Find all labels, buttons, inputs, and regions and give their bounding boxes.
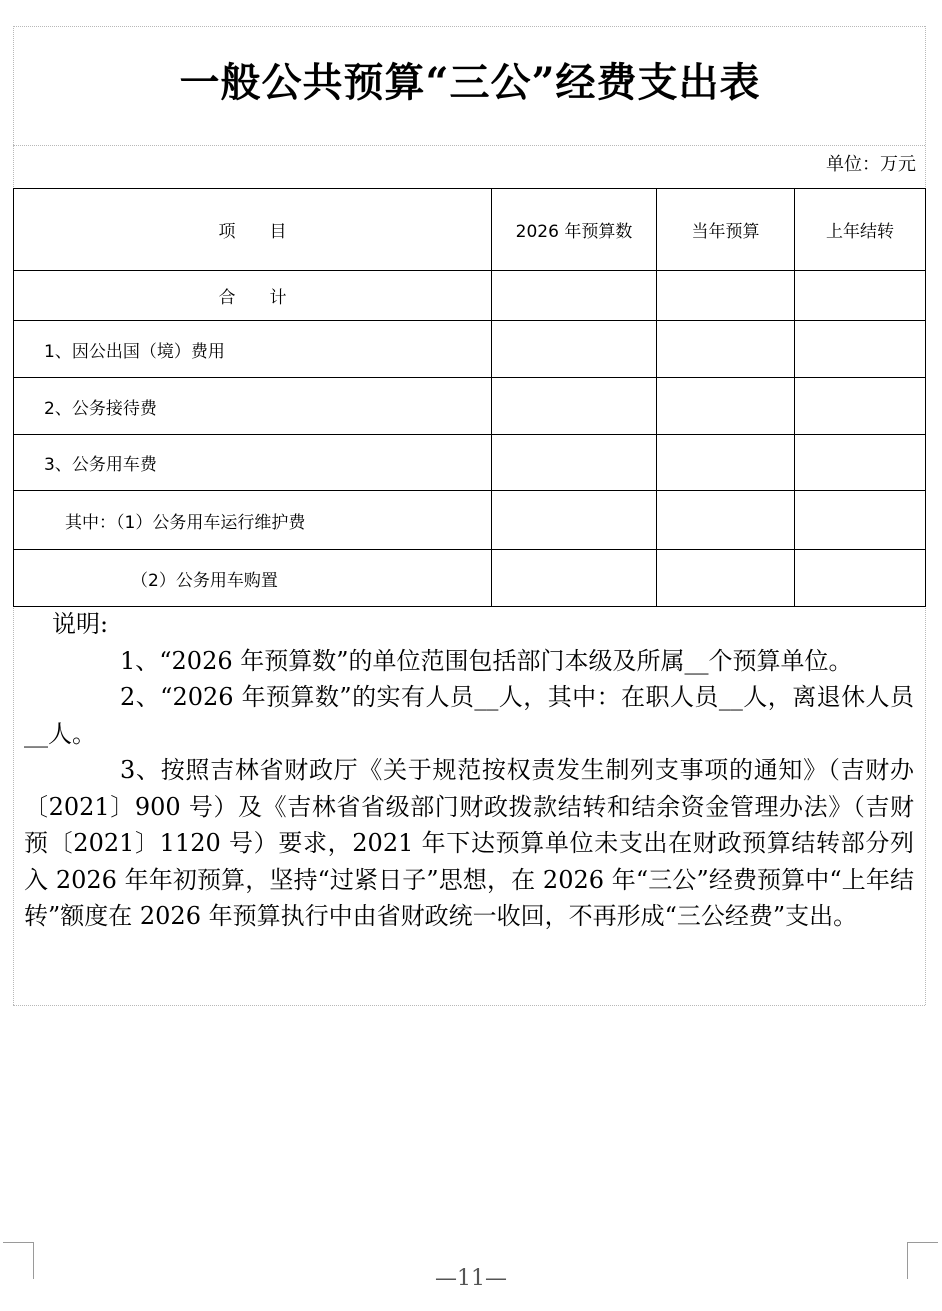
note-item: 1、“2026 年预算数”的单位范围包括部门本级及所属__个预算单位。 (120, 646, 853, 675)
header-item: 项 目 (14, 189, 492, 271)
page-title: 一般公共预算“三公”经费支出表 (179, 59, 761, 106)
table-row (14, 491, 926, 550)
cell-current-year (657, 491, 795, 550)
cell-carryover (795, 491, 926, 550)
cell-budget-2026 (492, 271, 657, 321)
title-divider (13, 145, 925, 146)
cell-budget-2026 (492, 378, 657, 435)
table-row (14, 271, 926, 321)
table-row (14, 378, 926, 435)
cell-carryover (795, 378, 926, 435)
cell-carryover (795, 321, 926, 378)
note-item: 2、“2026 年预算数”的实有人员__人，其中：在职人员__人，离退休人员__人。 (24, 683, 914, 748)
cell-budget-2026 (492, 550, 657, 607)
cell-carryover (795, 271, 926, 321)
table-row (14, 550, 926, 607)
header-current-year: 当年预算 (657, 189, 795, 271)
table-row (14, 321, 926, 378)
frame-bottom-edge (13, 1005, 925, 1006)
frame-top-edge (13, 26, 925, 27)
header-budget-2026: 2026 年预算数 (492, 189, 657, 271)
page-number: —11— (435, 1266, 507, 1291)
cell-budget-2026 (492, 435, 657, 491)
row-label-overseas: 1、因公出国（境）费用 (14, 321, 492, 378)
row-label-reception: 2、公务接待费 (14, 378, 492, 435)
notes-heading: 说明: (52, 610, 109, 638)
budget-table (13, 188, 926, 607)
unit-label: 单位：万元 (826, 154, 916, 175)
cell-current-year (657, 321, 795, 378)
note-item: 3、按照吉林省财政厅《关于规范按权责发生制列支事项的通知》（吉财办〔2021〕900 号）及《吉林省省级部门财政拨款结转和结余资金管理办法》（吉财预〔2021〕1120 号）要求，2021 年下达预算单位未支出在财政预算结转部分列入 2026 年年初预算，坚持“过紧日子”思想，在 2026 年“三公”经费预算中“上年结转”额度在 2026 年预算执行中由省财政统一收回，不再形成“三公经费”支出。 (24, 756, 914, 930)
cell-carryover (795, 550, 926, 607)
row-label-vehicle-purchase: （2）公务用车购置 (14, 550, 492, 607)
row-label-vehicle-maintenance: 其中：（1）公务用车运行维护费 (14, 491, 492, 550)
cell-current-year (657, 550, 795, 607)
row-label-total: 合 计 (14, 271, 492, 321)
table-row (14, 435, 926, 491)
cell-current-year (657, 378, 795, 435)
row-label-vehicle: 3、公务用车费 (14, 435, 492, 491)
cell-budget-2026 (492, 491, 657, 550)
header-carryover: 上年结转 (795, 189, 926, 271)
cell-carryover (795, 435, 926, 491)
table-header-row (14, 189, 926, 271)
cell-budget-2026 (492, 321, 657, 378)
cell-current-year (657, 271, 795, 321)
cell-current-year (657, 435, 795, 491)
notes-section (24, 606, 914, 935)
